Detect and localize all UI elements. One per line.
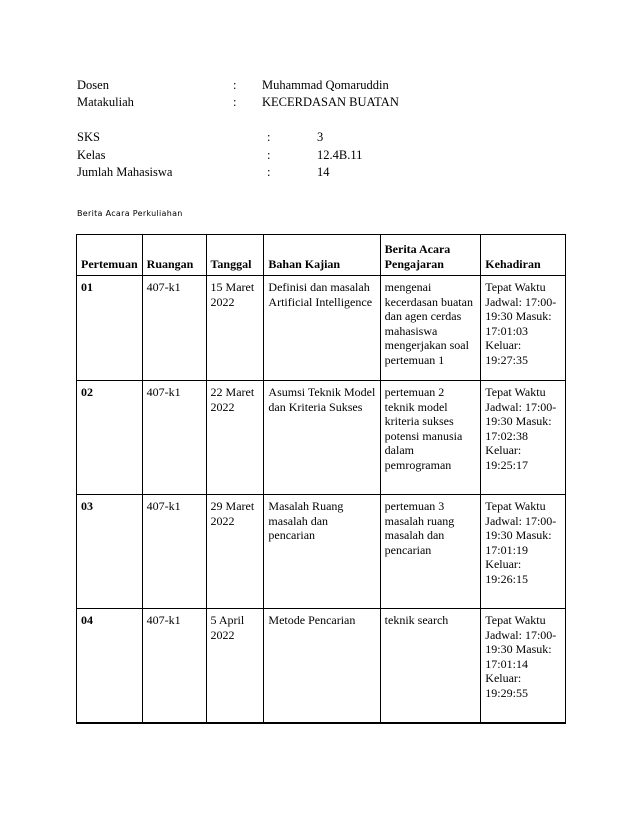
cell-ruangan: 407-k1 — [142, 495, 206, 609]
cell-berita-acara: teknik search — [380, 609, 481, 724]
col-header-ruangan: Ruangan — [142, 235, 206, 276]
sks-label: SKS — [77, 130, 100, 144]
cell-ruangan: 407-k1 — [142, 609, 206, 724]
matakuliah-colon: : — [233, 95, 237, 109]
table-row — [77, 495, 566, 609]
cell-kehadiran: Tepat Waktu Jadwal: 17:00-19:30 Masuk: 17:01:19 Keluar: 19:26:15 — [481, 495, 566, 609]
dosen-label: Dosen — [77, 78, 109, 92]
cell-berita-acara: pertemuan 3 masalah ruang masalah dan pencarian — [380, 495, 481, 609]
cell-bahan-kajian: Definisi dan masalah Artificial Intelligence — [264, 276, 380, 381]
kelas-value: 12.4B.11 — [317, 148, 363, 162]
cell-tanggal: 29 Maret 2022 — [206, 495, 264, 609]
dosen-colon: : — [233, 78, 237, 92]
jumlah-colon: : — [267, 165, 271, 179]
table-row — [77, 276, 566, 381]
col-header-pertemuan: Pertemuan — [77, 235, 143, 276]
cell-pertemuan: 04 — [77, 609, 143, 724]
kelas-colon: : — [267, 148, 271, 162]
sks-value: 3 — [317, 130, 324, 144]
cell-kehadiran: Tepat Waktu Jadwal: 17:00-19:30 Masuk: 17:01:14 Keluar: 19:29:55 — [481, 609, 566, 724]
matakuliah-value: KECERDASAN BUATAN — [262, 95, 399, 109]
jumlah-value: 14 — [317, 165, 330, 179]
berita-acara-table — [76, 234, 566, 724]
cell-pertemuan: 03 — [77, 495, 143, 609]
cell-kehadiran: Tepat Waktu Jadwal: 17:00-19:30 Masuk: 17:01:03 Keluar: 19:27:35 — [481, 276, 566, 381]
cell-ruangan: 407-k1 — [142, 381, 206, 495]
cell-bahan-kajian: Asumsi Teknik Model dan Kriteria Sukses — [264, 381, 380, 495]
col-header-berita-acara: Berita Acara Pengajaran — [380, 235, 481, 276]
cell-tanggal: 15 Maret 2022 — [206, 276, 264, 381]
dosen-value: Muhammad Qomaruddin — [262, 78, 389, 92]
kelas-label: Kelas — [77, 148, 106, 162]
cell-bahan-kajian: Masalah Ruang masalah dan pencarian — [264, 495, 380, 609]
table-header-row — [77, 235, 566, 276]
cell-ruangan: 407-k1 — [142, 276, 206, 381]
cell-pertemuan: 01 — [77, 276, 143, 381]
col-header-tanggal: Tanggal — [206, 235, 264, 276]
sks-colon: : — [267, 130, 271, 144]
col-header-bahan-kajian: Bahan Kajian — [264, 235, 380, 276]
table-row — [77, 381, 566, 495]
jumlah-label: Jumlah Mahasiswa — [77, 165, 173, 179]
cell-pertemuan: 02 — [77, 381, 143, 495]
cell-tanggal: 5 April 2022 — [206, 609, 264, 724]
matakuliah-label: Matakuliah — [77, 95, 134, 109]
col-header-kehadiran: Kehadiran — [481, 235, 566, 276]
table-row — [77, 609, 566, 724]
cell-tanggal: 22 Maret 2022 — [206, 381, 264, 495]
cell-berita-acara: mengenai kecerdasan buatan dan agen cerdas mahasiswa mengerjakan soal pertemuan 1 — [380, 276, 481, 381]
cell-bahan-kajian: Metode Pencarian — [264, 609, 380, 724]
table-caption: Berita Acara Perkuliahan — [77, 209, 183, 218]
cell-kehadiran: Tepat Waktu Jadwal: 17:00-19:30 Masuk: 17:02:38 Keluar: 19:25:17 — [481, 381, 566, 495]
cell-berita-acara: pertemuan 2 teknik model kriteria sukses potensi manusia dalam pemrograman — [380, 381, 481, 495]
